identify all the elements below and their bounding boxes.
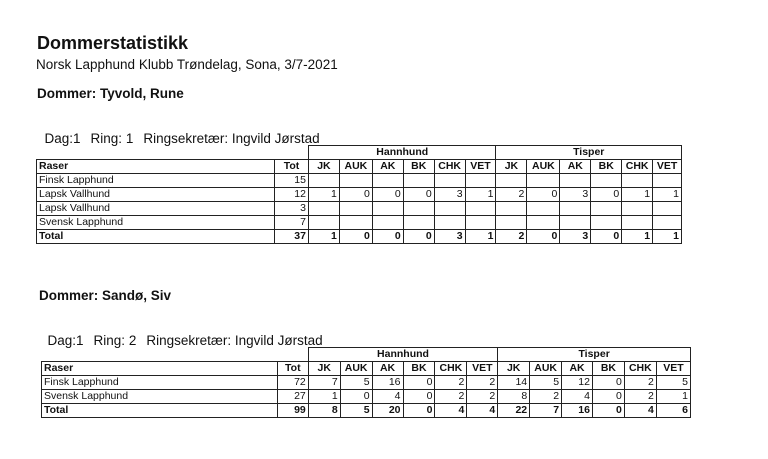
column-header: BK: [403, 160, 434, 174]
total-cell: 1: [308, 230, 339, 244]
judge-name: Dommer: Sandø, Siv: [39, 288, 172, 303]
count-cell: 0: [372, 188, 403, 202]
count-cell: 7: [274, 216, 308, 230]
total-cell: 20: [372, 404, 403, 418]
table-row: [42, 390, 691, 404]
count-cell: 3: [560, 188, 591, 202]
breed-name: Finsk Lapphund: [37, 174, 275, 188]
column-header: AK: [372, 160, 403, 174]
count-cell: 1: [653, 188, 682, 202]
count-cell: [622, 202, 653, 216]
total-cell: 8: [308, 404, 340, 418]
column-header: Tot: [277, 362, 308, 376]
total-cell: 0: [339, 230, 372, 244]
column-header: CHK: [434, 160, 465, 174]
count-cell: 4: [372, 390, 403, 404]
count-cell: 72: [277, 376, 308, 390]
count-cell: [496, 202, 527, 216]
count-cell: 1: [656, 390, 690, 404]
count-cell: [465, 202, 496, 216]
count-cell: 0: [592, 390, 624, 404]
count-cell: [527, 202, 560, 216]
count-cell: 0: [592, 376, 624, 390]
count-cell: [527, 174, 560, 188]
column-header-row: [42, 362, 691, 376]
count-cell: [434, 202, 465, 216]
count-cell: 12: [562, 376, 593, 390]
count-cell: [653, 174, 682, 188]
count-cell: 0: [527, 188, 560, 202]
column-header: CHK: [435, 362, 467, 376]
count-cell: 0: [591, 188, 622, 202]
count-cell: [560, 202, 591, 216]
total-cell: 4: [435, 404, 467, 418]
count-cell: 2: [624, 376, 656, 390]
count-cell: [653, 216, 682, 230]
column-header: BK: [403, 362, 435, 376]
count-cell: [339, 174, 372, 188]
page-title: Dommerstatistikk: [37, 33, 189, 53]
breed-name: Lapsk Vallhund: [37, 202, 275, 216]
total-cell: 5: [340, 404, 372, 418]
count-cell: 0: [403, 188, 434, 202]
count-cell: [496, 174, 527, 188]
column-header: CHK: [622, 160, 653, 174]
count-cell: [560, 216, 591, 230]
count-cell: 0: [340, 390, 372, 404]
group-male-header: Hannhund: [308, 146, 496, 160]
total-cell: 99: [277, 404, 308, 418]
column-header: Raser: [42, 362, 278, 376]
day-label: Dag:1: [44, 131, 81, 146]
header-spacer: [42, 348, 309, 362]
count-cell: 4: [562, 390, 593, 404]
group-header-row: [37, 146, 682, 160]
column-header-row: [37, 160, 682, 174]
count-cell: 27: [277, 390, 308, 404]
count-cell: 2: [467, 390, 498, 404]
count-cell: 2: [624, 390, 656, 404]
count-cell: [496, 216, 527, 230]
total-cell: 0: [403, 404, 435, 418]
column-header: Tot: [274, 160, 308, 174]
column-header: JK: [308, 160, 339, 174]
total-label: Total: [42, 404, 278, 418]
count-cell: 5: [340, 376, 372, 390]
column-header: AK: [560, 160, 591, 174]
table-row: [37, 174, 682, 188]
total-cell: 0: [591, 230, 622, 244]
total-cell: 2: [496, 230, 527, 244]
table-row: [37, 188, 682, 202]
count-cell: [372, 202, 403, 216]
count-cell: 2: [435, 376, 467, 390]
count-cell: [434, 216, 465, 230]
count-cell: 8: [498, 390, 530, 404]
count-cell: [622, 216, 653, 230]
table-row: [37, 216, 682, 230]
column-header: AUK: [339, 160, 372, 174]
event-subtitle: Norsk Lapphund Klubb Trøndelag, Sona, 3/7-2021: [36, 57, 338, 72]
column-header: JK: [498, 362, 530, 376]
column-header: VET: [653, 160, 682, 174]
total-cell: 16: [562, 404, 593, 418]
total-cell: 22: [498, 404, 530, 418]
count-cell: 3: [434, 188, 465, 202]
count-cell: 1: [308, 188, 339, 202]
total-row: [37, 230, 682, 244]
ring-label: Ring: 1: [90, 131, 134, 146]
total-cell: 0: [372, 230, 403, 244]
total-cell: 3: [434, 230, 465, 244]
column-header: VET: [656, 362, 690, 376]
count-cell: 2: [467, 376, 498, 390]
count-cell: [622, 174, 653, 188]
total-cell: 1: [465, 230, 496, 244]
count-cell: 2: [530, 390, 562, 404]
count-cell: [653, 202, 682, 216]
count-cell: 15: [274, 174, 308, 188]
total-label: Total: [37, 230, 275, 244]
total-cell: 1: [653, 230, 682, 244]
total-cell: 0: [592, 404, 624, 418]
secretary-label: Ringsekretær: Ingvild Jørstad: [146, 333, 323, 348]
count-cell: 5: [656, 376, 690, 390]
count-cell: 0: [403, 376, 435, 390]
count-cell: [560, 174, 591, 188]
column-header: JK: [496, 160, 527, 174]
count-cell: [465, 174, 496, 188]
total-cell: 1: [622, 230, 653, 244]
count-cell: [372, 216, 403, 230]
ring-info: [40, 318, 323, 348]
count-cell: [403, 174, 434, 188]
group-female-header: Tisper: [498, 348, 691, 362]
total-cell: 4: [624, 404, 656, 418]
breed-name: Lapsk Vallhund: [37, 188, 275, 202]
column-header: AK: [372, 362, 403, 376]
column-header: CHK: [624, 362, 656, 376]
count-cell: 16: [372, 376, 403, 390]
total-cell: 0: [403, 230, 434, 244]
count-cell: [403, 216, 434, 230]
count-cell: 3: [274, 202, 308, 216]
count-cell: [591, 216, 622, 230]
total-cell: 37: [274, 230, 308, 244]
count-cell: [308, 174, 339, 188]
judge-stats-table: [41, 347, 691, 418]
breed-name: Svensk Lapphund: [42, 390, 278, 404]
count-cell: 12: [274, 188, 308, 202]
total-cell: 0: [527, 230, 560, 244]
count-cell: 0: [403, 390, 435, 404]
total-cell: 6: [656, 404, 690, 418]
column-header: BK: [592, 362, 624, 376]
count-cell: [434, 174, 465, 188]
day-label: Dag:1: [47, 333, 84, 348]
header-spacer: [37, 146, 309, 160]
column-header: VET: [467, 362, 498, 376]
secretary-label: Ringsekretær: Ingvild Jørstad: [143, 131, 320, 146]
ring-info: [37, 116, 320, 146]
total-cell: 3: [560, 230, 591, 244]
breed-name: Finsk Lapphund: [42, 376, 278, 390]
count-cell: 1: [308, 390, 340, 404]
ring-label: Ring: 2: [93, 333, 137, 348]
count-cell: 14: [498, 376, 530, 390]
count-cell: [308, 216, 339, 230]
group-male-header: Hannhund: [308, 348, 497, 362]
column-header: Raser: [37, 160, 275, 174]
total-row: [42, 404, 691, 418]
column-header: AUK: [340, 362, 372, 376]
count-cell: 0: [339, 188, 372, 202]
column-header: VET: [465, 160, 496, 174]
column-header: BK: [591, 160, 622, 174]
breed-name: Svensk Lapphund: [37, 216, 275, 230]
count-cell: 1: [622, 188, 653, 202]
count-cell: [591, 174, 622, 188]
table-row: [37, 202, 682, 216]
judge-name: Dommer: Tyvold, Rune: [37, 86, 184, 101]
total-cell: 4: [467, 404, 498, 418]
column-header: JK: [308, 362, 340, 376]
table-row: [42, 376, 691, 390]
count-cell: 2: [435, 390, 467, 404]
count-cell: [403, 202, 434, 216]
count-cell: [308, 202, 339, 216]
count-cell: [527, 216, 560, 230]
count-cell: 1: [465, 188, 496, 202]
count-cell: [591, 202, 622, 216]
total-cell: 7: [530, 404, 562, 418]
count-cell: 2: [496, 188, 527, 202]
count-cell: [339, 202, 372, 216]
column-header: AK: [562, 362, 593, 376]
count-cell: 7: [308, 376, 340, 390]
count-cell: 5: [530, 376, 562, 390]
count-cell: [465, 216, 496, 230]
column-header: AUK: [530, 362, 562, 376]
group-female-header: Tisper: [496, 146, 682, 160]
count-cell: [339, 216, 372, 230]
column-header: AUK: [527, 160, 560, 174]
count-cell: [372, 174, 403, 188]
judge-stats-table: [36, 145, 682, 244]
group-header-row: [42, 348, 691, 362]
